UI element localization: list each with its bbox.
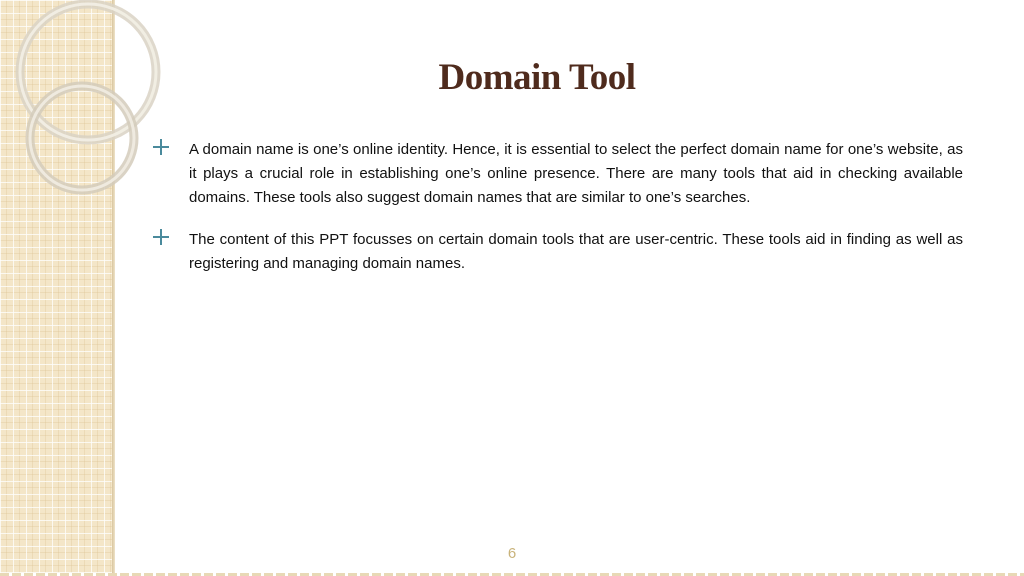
plus-icon <box>150 136 172 158</box>
plus-icon <box>150 226 172 248</box>
bullet-text: The content of this PPT focusses on certain domain tools that are user-centric. These tools aid in finding as well as registering and managing domain names. <box>189 231 963 272</box>
bullet-item <box>150 138 963 210</box>
slide-title: Domain Tool <box>438 57 636 98</box>
page-number: 6 <box>507 545 517 562</box>
bullet-list <box>150 138 963 294</box>
bullet-item <box>150 228 963 276</box>
bullet-text: A domain name is one’s online identity. Hence, it is essential to select the perfect domain name for one’s website, as it plays a crucial role in establishing one’s online presence. There are many tools that aid in checking available domains. These tools also suggest domain names that are similar to one’s searches. <box>189 141 963 206</box>
